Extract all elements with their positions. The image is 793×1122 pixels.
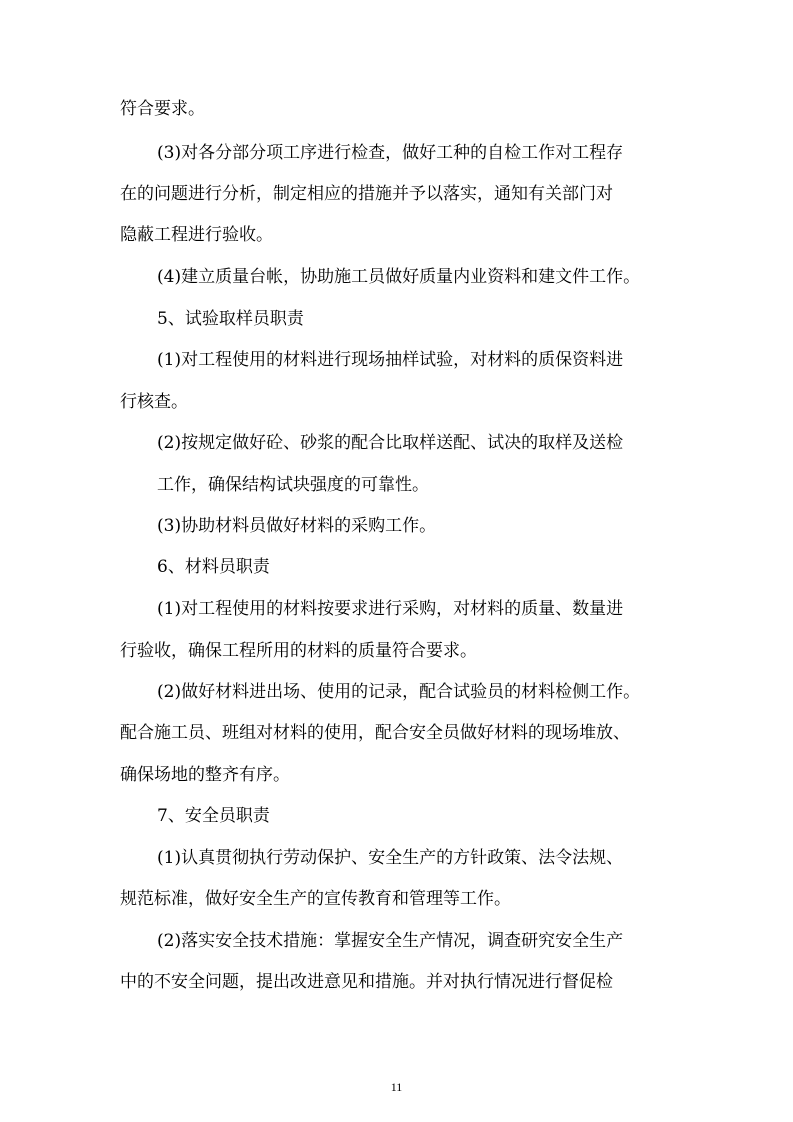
- text-line: (2)落实安全技术措施：掌握安全生产情况，调查研究安全生产: [157, 931, 624, 951]
- text-line: (2)按规定做好砼、砂浆的配合比取样送配、试决的取样及送检: [157, 433, 624, 453]
- text-line: 配合施工员、班组对材料的使用，配合安全员做好材料的现场堆放、: [120, 723, 630, 743]
- text-line: 工作，确保结构试块强度的可靠性。: [157, 475, 429, 495]
- text-line: (3)对各分部分项工序进行检查，做好工种的自检工作对工程存: [157, 143, 624, 163]
- text-line: (3)协助材料员做好材料的采购工作。: [157, 516, 437, 536]
- section-heading: 6、材料员职责: [157, 557, 270, 577]
- text-line: (1)认真贯彻执行劳动保护、安全生产的方针政策、法令法规、: [157, 848, 624, 868]
- text-line: (1)对工程使用的材料进行现场抽样试验，对材料的质保资料进: [157, 350, 624, 370]
- text-line: (2)做好材料进出场、使用的记录，配合试验员的材料检侧工作。: [157, 682, 641, 702]
- text-line: 在的问题进行分析，制定相应的措施并予以落实，通知有关部门对: [120, 184, 613, 204]
- text-line: 行核查。: [120, 392, 188, 412]
- page-number: 11: [390, 1080, 403, 1094]
- section-heading: 5、试验取样员职责: [157, 309, 304, 329]
- text-line: (1)对工程使用的材料按要求进行采购，对材料的质量、数量进: [157, 599, 624, 619]
- text-line: 中的不安全问题，提出改进意见和措施。并对执行情况进行督促检: [120, 972, 613, 992]
- section-heading: 7、安全员职责: [157, 806, 270, 826]
- text-line: 符合要求。: [120, 99, 205, 119]
- text-line: 规范标准，做好安全生产的宣传教育和管理等工作。: [120, 889, 511, 909]
- text-line: 隐蔽工程进行验收。: [120, 225, 273, 245]
- text-line: 确保场地的整齐有序。: [120, 765, 290, 785]
- text-line: 行验收，确保工程所用的材料的质量符合要求。: [120, 641, 477, 661]
- text-line: (4)建立质量台帐，协助施工员做好质量内业资料和建文件工作。: [157, 267, 641, 287]
